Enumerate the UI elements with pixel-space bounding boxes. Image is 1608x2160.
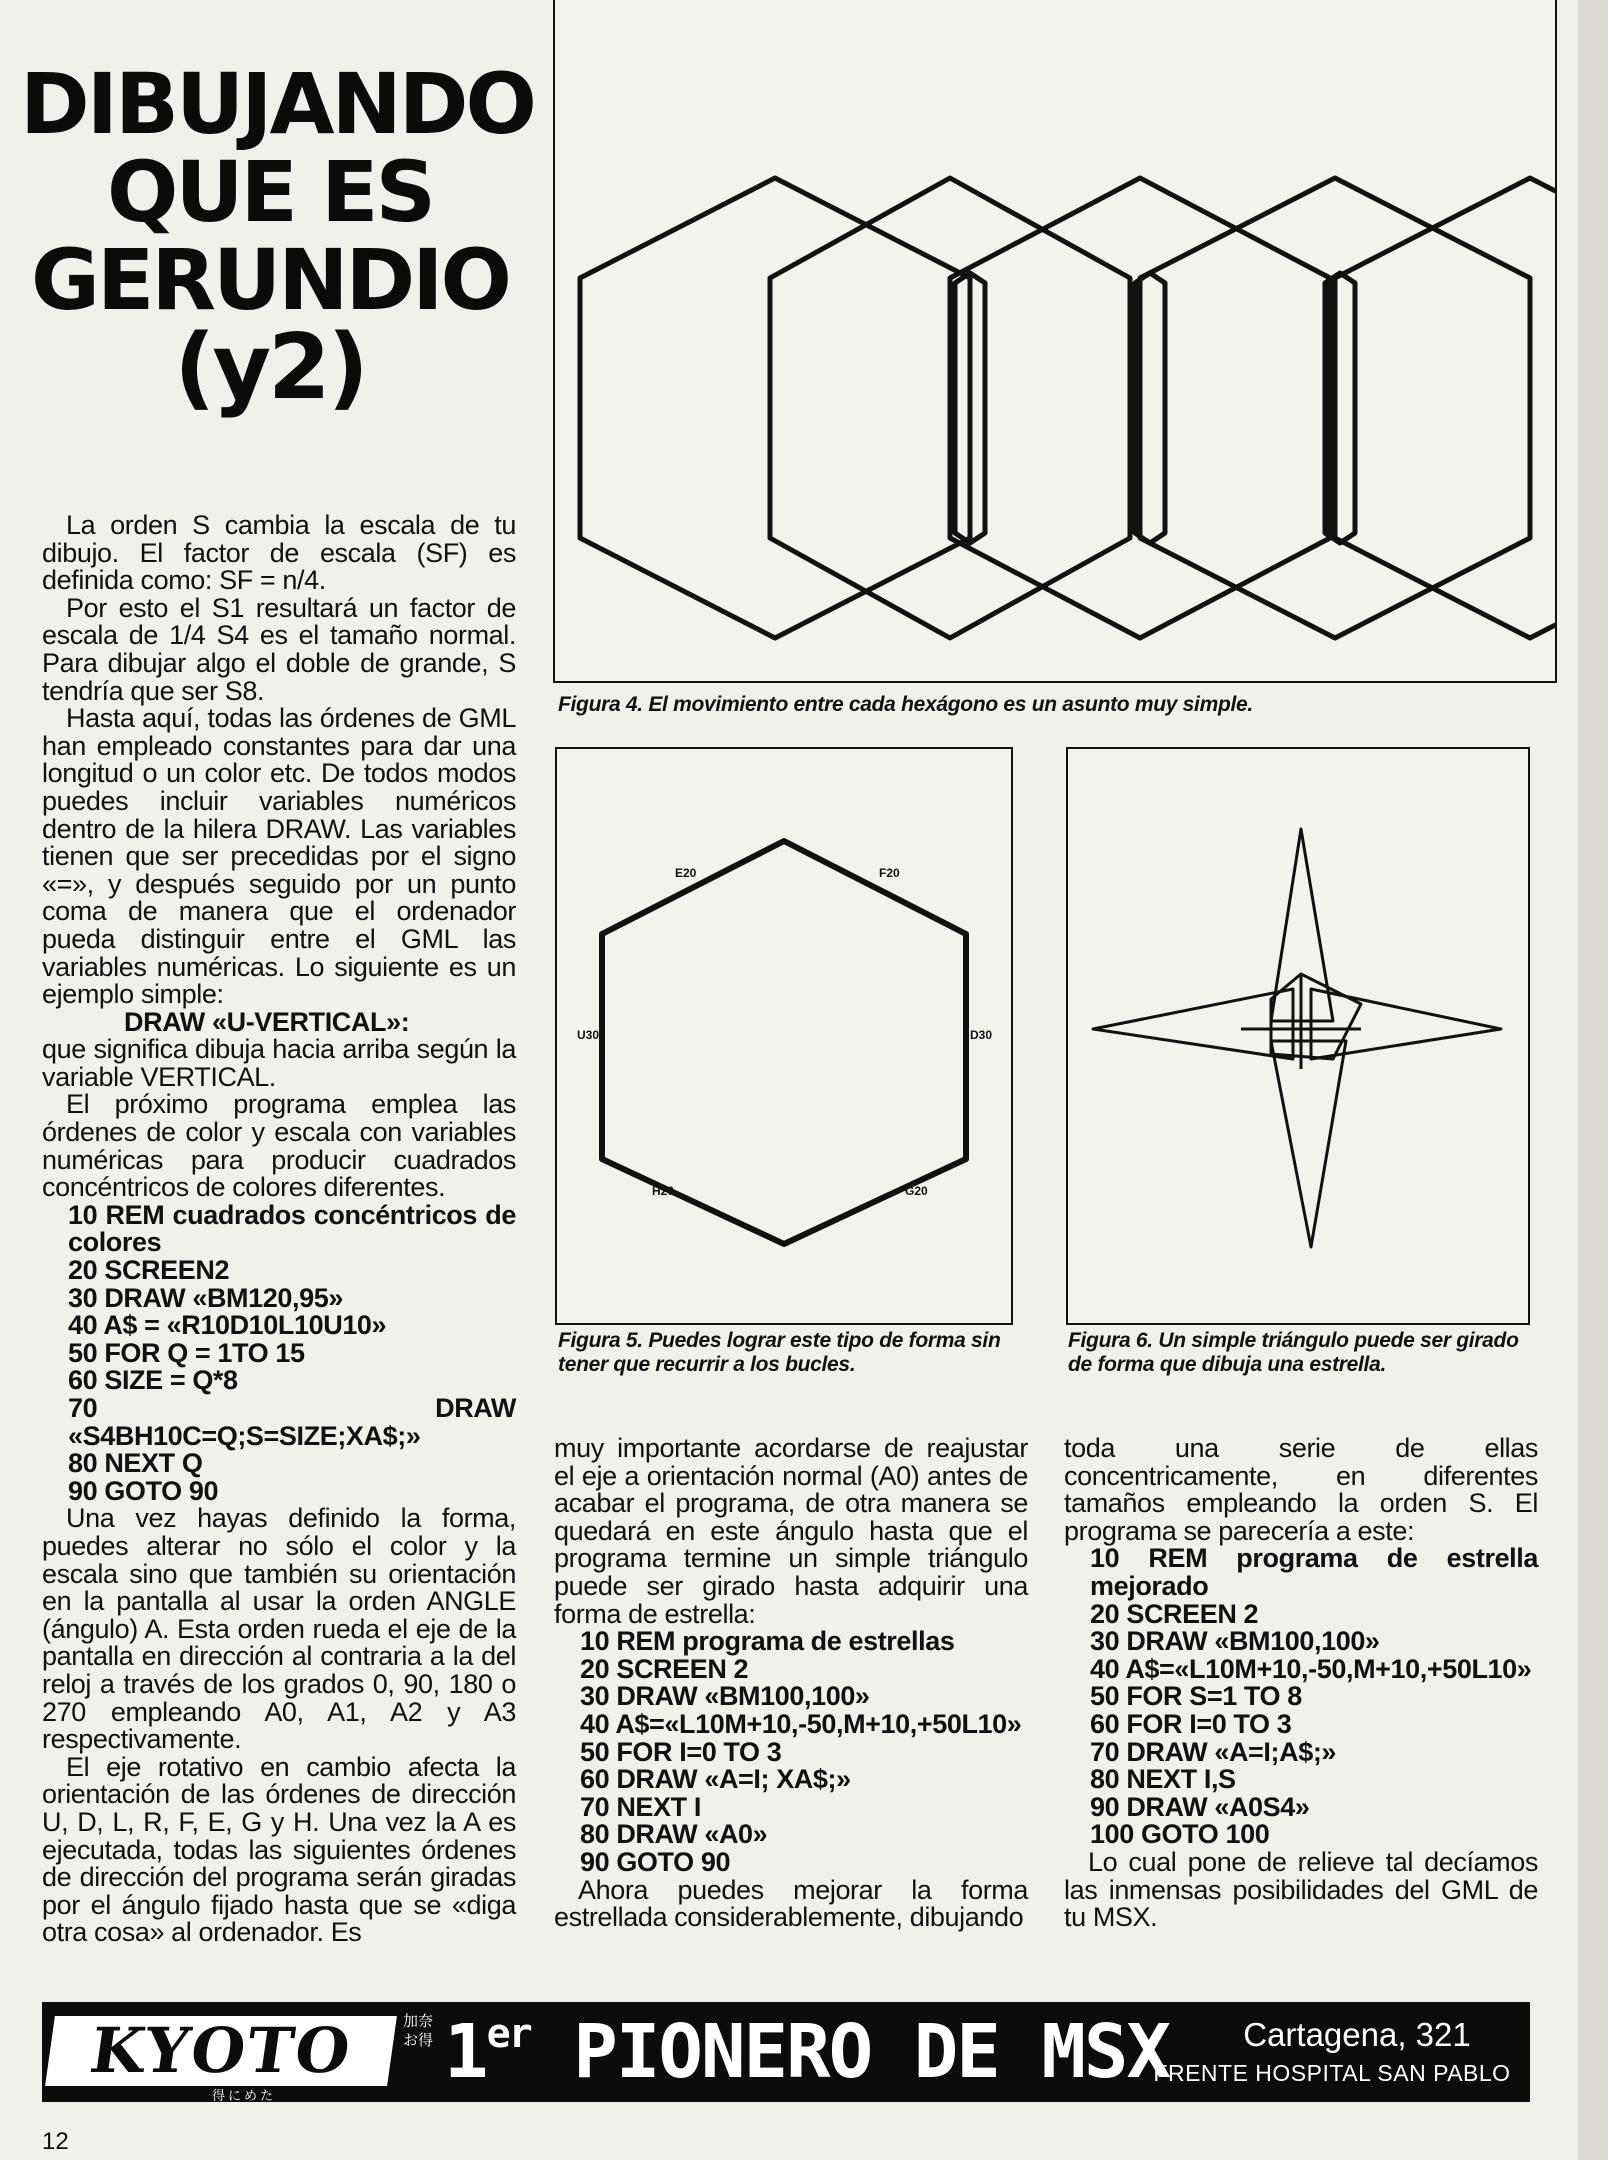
code-line: 20 SCREEN 2 (1090, 1598, 1259, 1629)
figure-6 (1066, 747, 1530, 1325)
figure-4-caption: Figura 4. El movimiento entre cada hexágono es un asunto muy simple. (558, 693, 1253, 716)
article-title (20, 55, 534, 420)
code-line: 80 DRAW «A0» (580, 1819, 768, 1850)
star-center-outline (1271, 974, 1361, 1059)
code-line: 50 FOR Q = 1TO 15 (68, 1337, 305, 1368)
title-line-2: QUE ES (106, 143, 434, 241)
column-1 (42, 512, 516, 1947)
label-e20: E20 (675, 866, 697, 880)
figure-6-caption: Figura 6. Un simple triángulo puede ser girado de forma que dibuja una estrella. (1068, 1329, 1519, 1376)
hexagon-1 (580, 178, 970, 638)
figure-5 (555, 747, 1013, 1325)
tagline-superscript: er (486, 2011, 531, 2057)
code-line: 20 SCREEN2 (68, 1255, 230, 1286)
col3-paragraph-2: Lo cual pone de relieve tal decíamos las inmensas posibilidades del GML de tu MSX. (1064, 1846, 1538, 1933)
star-triangle-down (1271, 1041, 1346, 1247)
star-triangle-left (1093, 989, 1293, 1059)
col1-paragraph-1: La orden S cambia la escala de tu dibujo. El factor de escala (SF) es definida como: SF = n/4. (42, 510, 516, 596)
code-line: 10 REM programa de estrella mejorado (1090, 1543, 1538, 1601)
code-line: 50 FOR S=1 TO 8 (1090, 1681, 1302, 1712)
label-u30: U30 (577, 1028, 600, 1042)
code-line: 60 SIZE = Q*8 (68, 1365, 238, 1396)
col1-paragraph-2: Por esto el S1 resultará un factor de escala de 1/4 S4 es el tamaño normal. Para dibujar algo el doble de grande, S tendría que ser S8. (42, 592, 516, 706)
title-line-3: GERUNDIO (31, 231, 509, 329)
code-line: 90 GOTO 90 (580, 1846, 731, 1877)
col1-example: DRAW «U-VERTICAL»: (124, 1006, 410, 1037)
title-line-1: DIBUJANDO (20, 55, 534, 153)
col1-paragraph-5: El próximo programa emplea las órdenes de color y escala con variables numéricas para producir cuadrados concéntricos de colores diferentes. (42, 1089, 516, 1203)
col2-paragraph-1: muy importante acordarse de reajustar el eje a orientación normal (A0) antes de acabar el programa, de otra manera se quedará en este ángulo hasta que el programa termine un simple triángulo puede ser girado hasta adquirir una forma de estrella: (554, 1433, 1028, 1629)
address-line-1: Cartagena, 321 (1243, 2016, 1471, 2053)
code-line: 10 REM cuadrados concéntricos de colores (68, 1199, 516, 1258)
code-line: 80 NEXT Q (68, 1448, 203, 1479)
code-line: 40 A$=«L10M+10,-50,M+10,+50L10» (1090, 1653, 1532, 1684)
figure-6-star (1068, 749, 1528, 1323)
col1-paragraph-7: El eje rotativo en cambio afecta la orientación de las órdenes de dirección U, D, L, R, F, E, G y H. Una vez la A es ejecutada, todas las siguientes órdenes de dirección del programa serán giradas por el ángulo fijado hasta que se «diga otra cosa» al ordenador. Es (42, 1751, 516, 1948)
code-line: 40 A$ = «R10D10L10U10» (68, 1310, 387, 1341)
label-g20: G20 (905, 1184, 928, 1198)
code-line: 30 DRAW «BM100,100» (580, 1681, 870, 1712)
col1-paragraph-4: que significa dibuja hacia arriba según la variable VERTICAL. (42, 1034, 516, 1092)
tagline-number: 1 (444, 2009, 487, 2095)
hexagon-5 (1335, 178, 1555, 638)
col1-code-listing (42, 1199, 516, 1506)
label-d30: D30 (970, 1028, 993, 1042)
col2-paragraph-2: Ahora puedes mejorar la forma estrellada considerablemente, dibujando (554, 1874, 1028, 1933)
code-line: 90 DRAW «A0S4» (1090, 1791, 1310, 1822)
col1-paragraph-6: Una vez hayas definido la forma, puedes alterar no sólo el color y la escala sino que también su orientación en la pantalla al usar la orden ANGLE (ángulo) A. Esta orden rueda el eje de la pantalla en dirección al contraria a la del reloj a través de los grados 0, 90, 180 o 270 empleando A0, A1, A2 y A3 respectivamente. (42, 1503, 516, 1755)
figure-5-hexagon (557, 749, 1011, 1323)
code-line: 20 SCREEN 2 (580, 1653, 749, 1684)
code-line: 70 DRAW «A=I;A$;» (1090, 1736, 1337, 1767)
col2-code-listing (554, 1628, 1028, 1876)
page-number: 12 (42, 2128, 69, 2155)
page-edge (1578, 0, 1608, 2160)
col1-paragraph-3: Hasta aquí, todas las órdenes de GML han empleado constantes para dar una longitud o un color etc. De todos modos puedes incluir variables numéricos dentro de la hilera DRAW. Las variables tienen que ser precedidas por el signo «=», y después seguido por un punto coma de manera que el ordenador pueda distinguir entre el GML las variables numéricas. Lo siguiente es un ejemplo simple: (42, 703, 516, 1010)
figure-4-hexagons (555, 0, 1555, 681)
col3-paragraph-1: toda una serie de ellas concentricamente, en diferentes tamaños empleando la orden S. El programa se parecería a este: (1064, 1433, 1538, 1546)
code-line: 70 NEXT I (580, 1791, 701, 1822)
figure-4 (553, 0, 1557, 683)
tagline-text: PIONERO DE MSX (573, 2009, 1170, 2095)
label-f20: F20 (879, 866, 900, 880)
column-3 (1064, 1435, 1538, 1932)
figure-5-caption: Figura 5. Puedes lograr este tipo de forma sin tener que recurrir a los bucles. (558, 1329, 1001, 1376)
kanji-vertical-text: 加奈お得 (402, 2012, 433, 2049)
code-line: 70 DRAW «S4BH10C=Q;S=SIZE;XA$;» (68, 1393, 516, 1451)
code-line: 50 FOR I=0 TO 3 (580, 1736, 782, 1767)
address-line-2: FRENTE HOSPITAL SAN PABLO (1153, 2060, 1511, 2086)
code-line: 80 NEXT I,S (1090, 1764, 1236, 1795)
pionero-tagline (444, 2008, 1184, 2096)
code-line: 30 DRAW «BM120,95» (68, 1282, 343, 1313)
code-line: 60 FOR I=0 TO 3 (1090, 1708, 1292, 1739)
code-line: 60 DRAW «A=I; XA$;» (580, 1764, 851, 1795)
col3-code-listing (1064, 1545, 1538, 1849)
code-line: 10 REM programa de estrellas (580, 1626, 955, 1657)
code-line: 90 GOTO 90 (68, 1475, 219, 1506)
kanji-small-text: 得にめた (212, 2089, 277, 2104)
code-line: 40 A$=«L10M+10,-50,M+10,+50L10» (580, 1708, 1022, 1739)
code-line: 30 DRAW «BM100,100» (1090, 1626, 1380, 1657)
advertisement-banner (42, 2002, 1530, 2102)
title-line-4: (y2) (174, 315, 366, 420)
kyoto-logo: KYOTO (45, 2016, 397, 2086)
column-2 (554, 1435, 1028, 1932)
label-h20: H20 (652, 1184, 675, 1198)
code-line: 100 GOTO 100 (1090, 1819, 1270, 1850)
